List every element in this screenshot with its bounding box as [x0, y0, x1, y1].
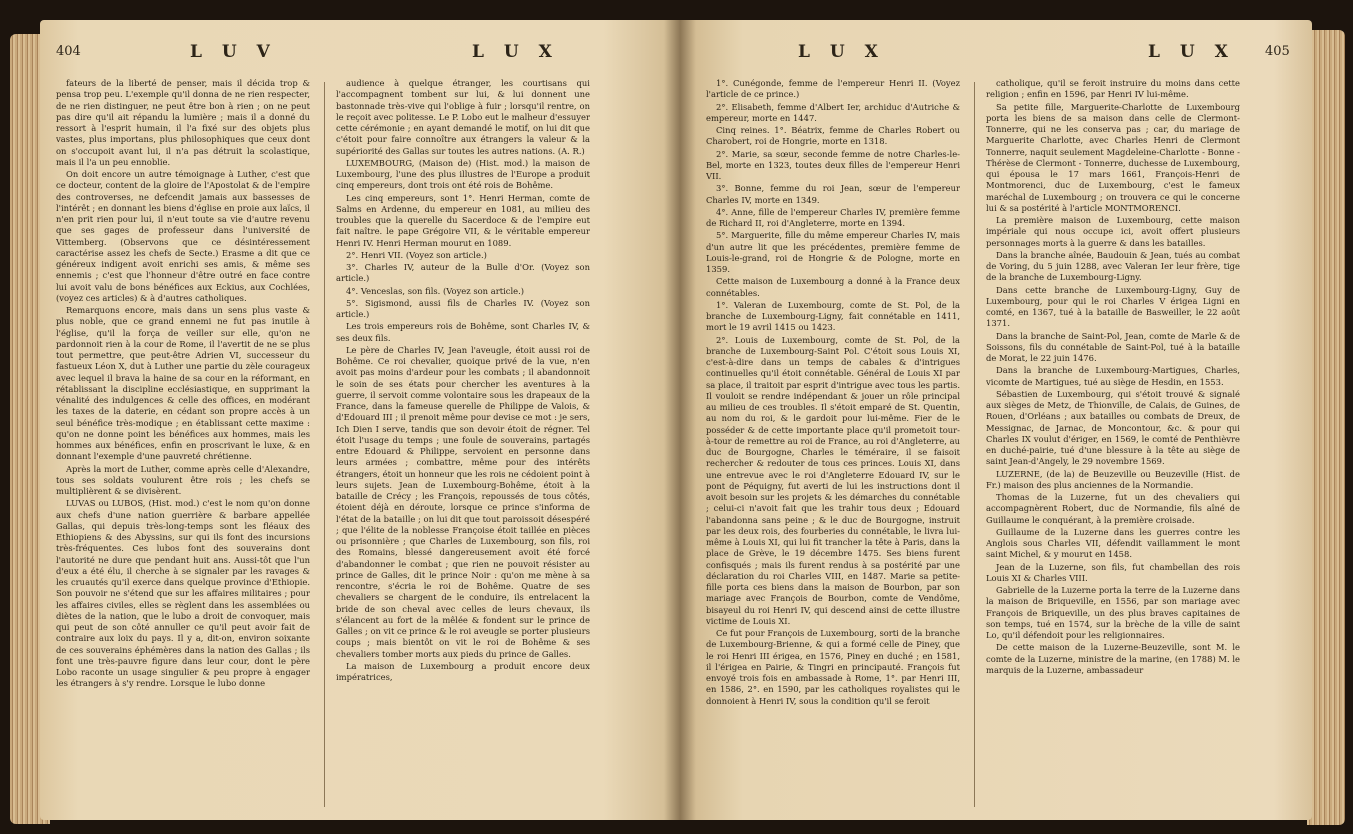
column-divider: [324, 82, 325, 807]
paragraph: Dans la branche de Luxembourg-Martigues, Charles, vicomte de Martigues, tué au siège de Hesdin, en 1553.: [986, 365, 1240, 387]
paragraph: fateurs de la liberté de penser, mais il décida trop & pensa trop peu. L'exemple qu'il donna de ne rien respecter, de ne rien distinguer, ne peut être bon à rien ; on ne peut pas dire qu'il ait répandu la lumière ; mais il a donné du ressort à l'esprit humain, il l'a fixé sur des objets plus vastes, plus importans, plus philosophiques que ceux dont on s'occupoit avant lui, il n'a pas détruit la scolastique, mais il l'a un peu ennoblie.: [56, 78, 310, 167]
paragraph: LUVAS ou LUBOS, (Hist. mod.) c'est le nom qu'on donne aux chefs d'une nation guerrière & barbare appellée Gallas, qui depuis très-long-temps sont les fléaux des Ethiopiens & des Abyssins, sur qui ils font des incursions très-fréquentes. Ces lubos font des souverains dont l'autorité ne dure que pendant huit ans. Aussi-tôt que l'un d'eux a été élu, il cherche à se signaler par les ravages & les cruautés qu'il exerce dans quelque province d'Ethiopie. Son pouvoir ne s'étend que sur les affaires militaires ; pour les affaires civiles, elles se règlent dans les assemblées ou diètes de la nation, que le lubo a droit de convoquer, mais qui peut de son côté annuller ce qu'il peut avoir fait de contraire aux loix du pays. Il y a, dit-on, environ soixante de ces souverains éphémères dans la nation des Gallas ; ils font une très-pauvre figure dans leur cour, dont le père Lobo raconte un usage singulier & peu propre à engager les étrangers à s'y rendre. Lorsque le lubo donne: [56, 498, 310, 689]
left-running-head: L U V: [190, 42, 277, 62]
paragraph: Guillaume de la Luzerne dans les guerres contre les Anglois sous Charles VII, défendit vaillamment le mont saint Michel, & y mourut en 1458.: [986, 526, 1240, 560]
paragraph: 2°. Louis de Luxembourg, comte de St. Pol, de la branche de Luxembourg-Saint Pol. C'étoit sous Louis XI, c'est-à-dire dans un temps de cabales & d'intrigues continuelles qu'il étoit connétable. Général de Louis XI par sa place, il traitoit par esprit d'intrigue avec tous les partis. Il vouloit se rendre indépendant & jouer un rôle principal au milieu de ces troubles. Il s'étoit emparé de St. Quentin, au nom du roi, & le gardoit pour lui-même. Fier de le posséder & de cette importante place qu'il prometoit tour-à-tour de remettre au roi de France, au roi d'Angleterre, au duc de Bourgogne, Charles le téméraire, il se faisoit rechercher & redouter de tous ces princes. Louis XI, dans une entrevue avec le roi d'Angleterre Edouard IV, sur le pont de Péquigny, fut averti de lui les instructions dont il avoit besoin sur les projets & les démarches du connétable ; celui-ci n'avoit fait que les trahir tous deux ; Edouard l'abandonna sans peine ; & le duc de Bourgogne, instruit par les deux rois, des fourberies du connétable, le livra lui-même à Louis XI, qui lui fit trancher la tête à Paris, dans la place de Grève, le 19 décembre 1475. Ses biens furent confisqués ; mais ils furent rendus à sa postérité par une déclaration du roi Charles VIII, en 1487. Marie sa petite-fille porta ces biens dans la maison de Bourbon, par son mariage avec François de Bourbon, comte de Vendôme, bisayeul du roi Henri IV, qui descend ainsi de cette illustre victime de Louis XI.: [706, 334, 960, 626]
left-page-number: 404: [56, 44, 81, 59]
right-running-head: L U X: [1148, 42, 1235, 62]
paragraph: LUXEMBOURG, (Maison de) (Hist. mod.) la maison de Luxembourg, l'une des plus illustres de l'Europe a produit cinq empereurs, dont trois ont été rois de Bohême.: [336, 157, 590, 191]
paragraph: De cette maison de la Luzerne-Beuzeville, sont M. le comte de la Luzerne, ministre de la marine, (en 1788) M. le marquis de la Luzerne, ambassadeur: [986, 642, 1240, 675]
paragraph: Dans la branche aînée, Baudouin & Jean, tués au combat de Voring, du 5 juin 1288, avec Valeran Ier leur frère, tige de la branche de Luxembourg-Ligny.: [986, 249, 1240, 283]
left-column-1: [56, 78, 310, 813]
paragraph: Ce fut pour François de Luxembourg, sorti de la branche de Luxembourg-Brienne, & qui a formé celle de Piney, que le roi Henri III érigea, en 1576, Piney en duché ; en 1581, il l'érigea en Pairie, & Tingri en principauté. François fut envoyé trois fois en ambassade à Rome, 1°. par Henri III, en 1586, 2°. en 1590, par les catholiques royalistes qui le donnoient à Henri IV, sous la condition qu'il se feroit: [706, 628, 960, 706]
left-page: [40, 20, 680, 820]
paragraph: 1°. Valeran de Luxembourg, comte de St. Pol, de la branche de Luxembourg-Ligny, fait connétable en 1411, mort le 19 avril 1415 ou 1423.: [706, 299, 960, 333]
paragraph: 4°. Venceslas, son fils. (Voyez son article.): [346, 285, 525, 296]
paragraph: Jean de la Luzerne, son fils, fut chambellan des rois Louis XI & Charles VIII.: [986, 561, 1240, 583]
paragraph: 5°. Marguerite, fille du même empereur Charles IV, mais d'un autre lit que les précédentes, première femme de Louis-le-grand, roi de Hongrie & de Pologne, morte en 1359.: [706, 230, 960, 274]
paragraph: 3°. Bonne, femme du roi Jean, sœur de l'empereur Charles IV, morte en 1349.: [706, 183, 960, 205]
paragraph: 2°. Henri VII. (Voyez son article.): [346, 249, 487, 260]
paragraph: Remarquons encore, mais dans un sens plus vaste & plus noble, que ce grand ennemi ne fut pas inutile à l'église, qu'il la força de veiller sur elle, qu'on ne pardonnoit rien à la cour de Rome, il l'avertit de ne se plus tout permettre, que peut-être Adrien VI, successeur du fastueux Léon X, dut à Luther une partie du zèle courageux avec lequel il brava la haine de sa cour en la réformant, en rétablissant la discipline ecclésiastique, en supprimant la vénalité des indulgences & celle des offices, en modérant les taxes de la daterie, en cédant son propre accès à un seul bénéfice très-modique ; en établissant cette maxime : qu'on ne donne point les bénéfices aux hommes, mais les hommes aux bénéfices, enfin en proscrivant le luxe, & en donnant l'exemple d'une pauvreté chrétienne.: [56, 305, 310, 462]
column-divider: [974, 82, 975, 807]
paragraph: Le père de Charles IV, Jean l'aveugle, étoit aussi roi de Bohême. Ce roi chevalier, quoique privé de la vue, n'en avoit pas moins d'ardeur pour les combats ; il abandonnoit le soin de ses états pour chercher les aventures à la guerre, il servoit comme volontaire sous les drapeaux de la France, dans la fameuse querelle de Philippe de Valois, & d'Edouard III ; il prenoit même pour devise ce mot : je sers, Ich Dien I serve, tandis que son devoir étoit de régner. Tel étoit l'usage du temps ; une foule de souverains, partagés entre Edouard & Philippe, servoient en personne dans leurs armées ; combattre, même pour des intérêts étrangers, étoit un honneur que les rois ne cédoient point à leurs sujets. Jean de Luxembourg-Bohême, étoit à la bataille de Crécy ; les François, repoussés de tous côtés, étoient déjà en déroute, lorsque ce prince s'informa de l'état de la bataille ; on lui dit que tout paroissoit désespéré ; que l'élite de la noblesse Françoise étoit taillée en pièces ou prisonnière ; que Charles de Luxembourg, son fils, roi des Romains, blessé dangereusement avoit été forcé d'abandonner le combat ; que rien ne pouvoit résister au prince de Galles, dit le prince Noir : qu'on me mène à sa rencontre, s'écria le roi de Bohême. Quatre de ses chevaliers se chargent de le conduire, ils entrelacent la bride de son cheval avec celles de leurs chevaux, ils s'élancent au fort de la mêlée & fondent sur le prince de Galles ; on vit ce prince & le roi aveugle se porter plusieurs coups ; mais bientôt on vit le roi de Bohême & ses chevaliers tomber morts aux pieds du prince de Galles.: [336, 344, 590, 659]
paragraph: LUZERNE, (de la) de Beuzeville ou Beuzeville (Hist. de Fr.) maison des plus anciennes de la Normandie.: [986, 468, 1240, 490]
paragraph: Sébastien de Luxembourg, qui s'étoit trouvé & signalé aux sièges de Metz, de Thionville, de Calais, de Guines, de Rouen, d'Orléans ; aux batailles ou combats de Dreux, de Messignac, de Jarnac, de Moncontour, &c. & pour qui Charles IX voulut d'ériger, en 1569, le comté de Penthièvre en duché-pairie, tué d'une blessure à la tête au siège de saint Jean-d'Angely, le 29 novembre 1569.: [986, 388, 1240, 467]
paragraph: 3°. Charles IV, auteur de la Bulle d'Or. (Voyez son article.): [336, 262, 590, 284]
paragraph: 2°. Marie, sa sœur, seconde femme de notre Charles-le-Bel, morte en 1323, toutes deux filles de l'empereur Henri VII.: [706, 148, 960, 181]
paragraph: Les trois empereurs rois de Bohême, sont Charles IV, & ses deux fils.: [336, 321, 590, 343]
book-gutter: [664, 20, 696, 820]
paragraph: Gabrielle de la Luzerne porta la terre de la Luzerne dans la maison de Briqueville, en 1556, par son mariage avec François de Briqueville, un des plus braves capitaines de son temps, tué en 1574, sur la brèche de la ville de saint Lo, qu'il défendoit pour les religionnaires.: [986, 585, 1240, 640]
paragraph: Les cinq empereurs, sont 1°. Henri Herman, comte de Salms en Ardenne, du empereur en 1081, au milieu des troubles que la querelle du Sacerdoce & de l'empire eut fait naître. le pape Grégoire VII, & le véritable empereur Henri IV. Henri Herman mourut en 1089.: [336, 192, 590, 248]
paragraph: 1°. Cunégonde, femme de l'empereur Henri II. (Voyez l'article de ce prince.): [706, 78, 960, 100]
right-column-1: [706, 78, 960, 813]
right-column-2: [986, 78, 1240, 813]
right-running-head-left: L U X: [798, 42, 885, 62]
paragraph: 2°. Elisabeth, femme d'Albert Ier, archiduc d'Autriche & empereur, morte en 1447.: [706, 101, 960, 123]
paragraph: Dans cette branche de Luxembourg-Ligny, Guy de Luxembourg, pour qui le roi Charles V érigea Ligni en comté, en 1367, tué à la bataille de Basweiller, le 22 août 1371.: [986, 284, 1240, 329]
paragraph: audience à quelque étranger, les courtisans qui l'accompagnent tombent sur lui, & lui donnent une bastonnade très-vive qui l'oblige à fuir ; lorsqu'il rentre, on le reçoit avec politesse. Le P. Lobo eut le malheur d'essuyer cette cérémonie ; en ayant demandé le motif, on lui dit que c'étoit pour faire connoître aux étrangers la valeur & la supériorité des Gallas sur toutes les autres nations. (A. R.): [336, 78, 590, 156]
paragraph: 5°. Sigismond, aussi fils de Charles IV. (Voyez son article.): [336, 297, 590, 319]
paragraph: On doit encore un autre témoignage à Luther, c'est que ce docteur, content de la gloire de l'Apostolat & de l'empire des controverses, ne defcendit jamais aux bassesses de l'intérêt ; en donnant les biens d'église en proie aux laïcs, il n'en prit rien pour lui, il n'eut toute sa vie d'autre revenu que ses gages de professeur dans l'université de Vittemberg. (Observons que ce désintéressement caractérise assez les chefs de Secte.) Erasme a dit que ce généreux indigent avoit enrichi ses amis, & même ses ennemis ; c'est que l'honneur d'être outré en face contre lui avoit valu de bons bénéfices aux Eckius, aux Cochlées, (voyez ces articles) & à d'autres catholiques.: [56, 169, 310, 303]
left-column-2: [336, 78, 590, 813]
right-page-number: 405: [1265, 44, 1290, 59]
paragraph: La première maison de Luxembourg, cette maison impériale qui nous occupe ici, avoit offert plusieurs personnages morts à la guerre & dans les batailles.: [986, 215, 1240, 248]
paragraph: Après la mort de Luther, comme après celle d'Alexandre, tous ses soldats voulurent être rois ; les chefs se multiplièrent & se divisèrent.: [56, 463, 310, 496]
paragraph: Thomas de la Luzerne, fut un des chevaliers qui accompagnèrent Robert, duc de Normandie, fils aîné de Guillaume le conquérant, à la première croisade.: [986, 492, 1240, 525]
right-page-edges: [1307, 30, 1345, 825]
paragraph: La maison de Luxembourg a produit encore deux impératrices,: [336, 660, 590, 682]
paragraph: Cette maison de Luxembourg a donné à la France deux connétables.: [706, 276, 960, 298]
paragraph: 4°. Anne, fille de l'empereur Charles IV, première femme de Richard II, roi d'Angleterre, morte en 1394.: [706, 206, 960, 228]
paragraph: Cinq reines. 1°. Béatrix, femme de Charles Robert ou Charobert, roi de Hongrie, morte en 1318.: [706, 125, 960, 147]
paragraph: catholique, qu'il se feroit instruire du moins dans cette religion ; enfin en 1596, par Henri IV lui-même.: [986, 78, 1240, 100]
paragraph: Sa petite fille, Marguerite-Charlotte de Luxembourg porta les biens de sa maison dans celle de Clermont-Tonnerre, qui ne les conserva pas ; car, du mariage de Marguerite Charlotte, avec Charles Henri de Clermont Tonnerre, naquit seulement Magdeleine-Charlotte - Bonne - Thérèse de Clermont - Tonnerre, duchesse de Luxembourg, qui épousa le 17 mars 1661, François-Henri de Montmorenci, duc de Luxembourg, c'est le fameux maréchal de Luxembourg ; on trouvera ce qui le concerne lui & sa postérité à l'article MONTMORENCI.: [986, 101, 1240, 213]
left-running-head-right: L U X: [472, 42, 559, 62]
paragraph: Dans la branche de Saint-Pol, Jean, comte de Marle & de Soissons, fils du connétable de Saint-Pol, tué à la bataille de Morat, le 22 juin 1476.: [986, 330, 1240, 363]
right-page: [680, 20, 1312, 820]
